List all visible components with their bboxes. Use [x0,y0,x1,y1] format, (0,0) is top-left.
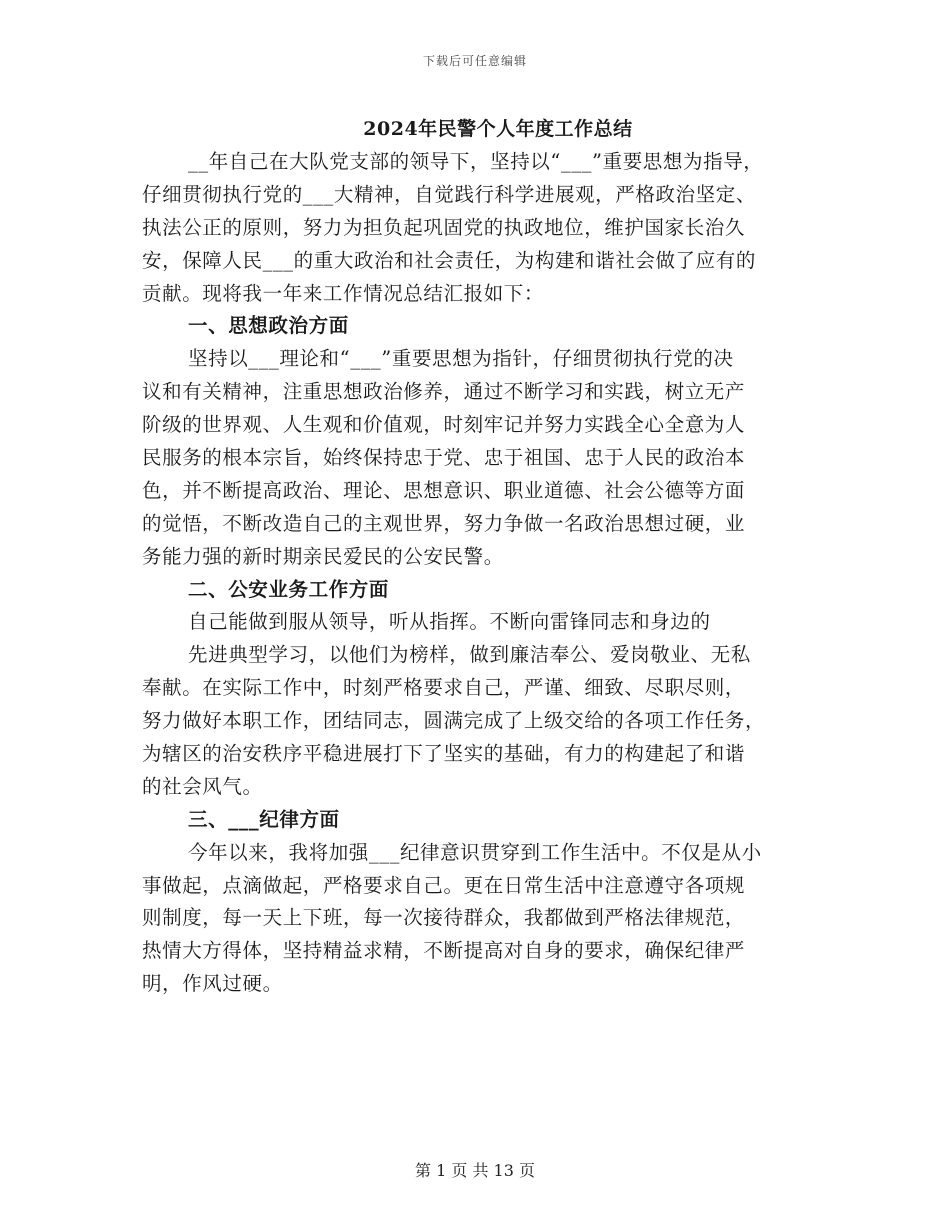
paragraph-line: __年自己在大队党支部的领导下，坚持以“___”重要思想为指导， [188,150,764,173]
paragraph-line: 坚持以___理论和“___”重要思想为指针，仔细贯彻执行党的决 [188,347,734,371]
section-political [142,310,812,573]
paragraph-line: 安，保障人民___的重大政治和社会责任，为构建和谐社会做了应有的 [142,248,756,272]
document-title: 2024年民警个人年度工作总结 [363,118,633,140]
document-body [142,146,812,1001]
section-heading: 三、___纪律方面 [188,807,340,831]
section-discipline [142,804,812,1001]
paragraph-line: 的觉悟，不断改造自己的主观世界，努力争做一名政治思想过硬，业 [142,511,746,535]
paragraph-line: 阶级的世界观、人生观和价值观，时刻牢记并努力实践全心全意为人 [142,413,746,437]
paragraph-line: 民服务的根本宗旨，始终保持忠于党、忠于祖国、忠于人民的政治本 [142,446,746,470]
section-police-work [142,574,812,804]
paragraph-line: 贡献。现将我一年来工作情况总结汇报如下： [142,281,545,305]
paragraph-line: 为辖区的治安秩序平稳进展打下了坚实的基础，有力的构建起了和谐 [142,742,746,766]
paragraph-line: 则制度，每一天上下班，每一次接待群众，我都做到严格法律规范， [142,906,746,930]
paragraph-line: 奉献。在实际工作中，时刻严格要求自己，严谨、细致、尽职尽则， [142,676,746,700]
intro-paragraph [142,146,812,310]
header-note: 下载后可任意编辑 [422,54,527,68]
paragraph-line: 今年以来，我将加强___纪律意识贯穿到工作生活中。不仅是从小 [188,840,762,864]
paragraph-line: 仔细贯彻执行党的___大精神，自觉践行科学进展观，严格政治坚定、 [142,182,756,206]
paragraph-line: 的社会风气。 [142,774,263,798]
page-indicator: 第 1 页 共 13 页 [415,1161,535,1180]
paragraph-line: 热情大方得体，坚持精益求精，不断提高对自身的要求，确保纪律严 [142,939,746,963]
paragraph-line: 事做起，点滴做起，严格要求自己。更在日常生活中注意遵守各项规 [142,873,746,897]
paragraph-line: 执法公正的原则，努力为担负起巩固党的执政地位，维护国家长治久 [142,215,746,239]
paragraph-line: 先进典型学习，以他们为榜样，做到廉洁奉公、爱岗敬业、无私 [188,643,751,667]
paragraph-line: 明，作风过硬。 [142,972,283,996]
section-heading: 一、思想政治方面 [188,314,349,338]
paragraph-line: 务能力强的新时期亲民爱民的公安民警。 [142,544,504,568]
paragraph-line: 努力做好本职工作，团结同志，圆满完成了上级交给的各项工作任务， [142,709,766,733]
paragraph-line: 议和有关精神，注重思想政治修养，通过不断学习和实践，树立无产 [142,380,746,404]
paragraph-line: 色，并不断提高政治、理论、思想意识、职业道德、社会公德等方面 [142,478,746,502]
section-heading: 二、公安业务工作方面 [188,577,390,601]
paragraph-line: 自己能做到服从领导，听从指挥。不断向雷锋同志和身边的 [188,610,711,634]
